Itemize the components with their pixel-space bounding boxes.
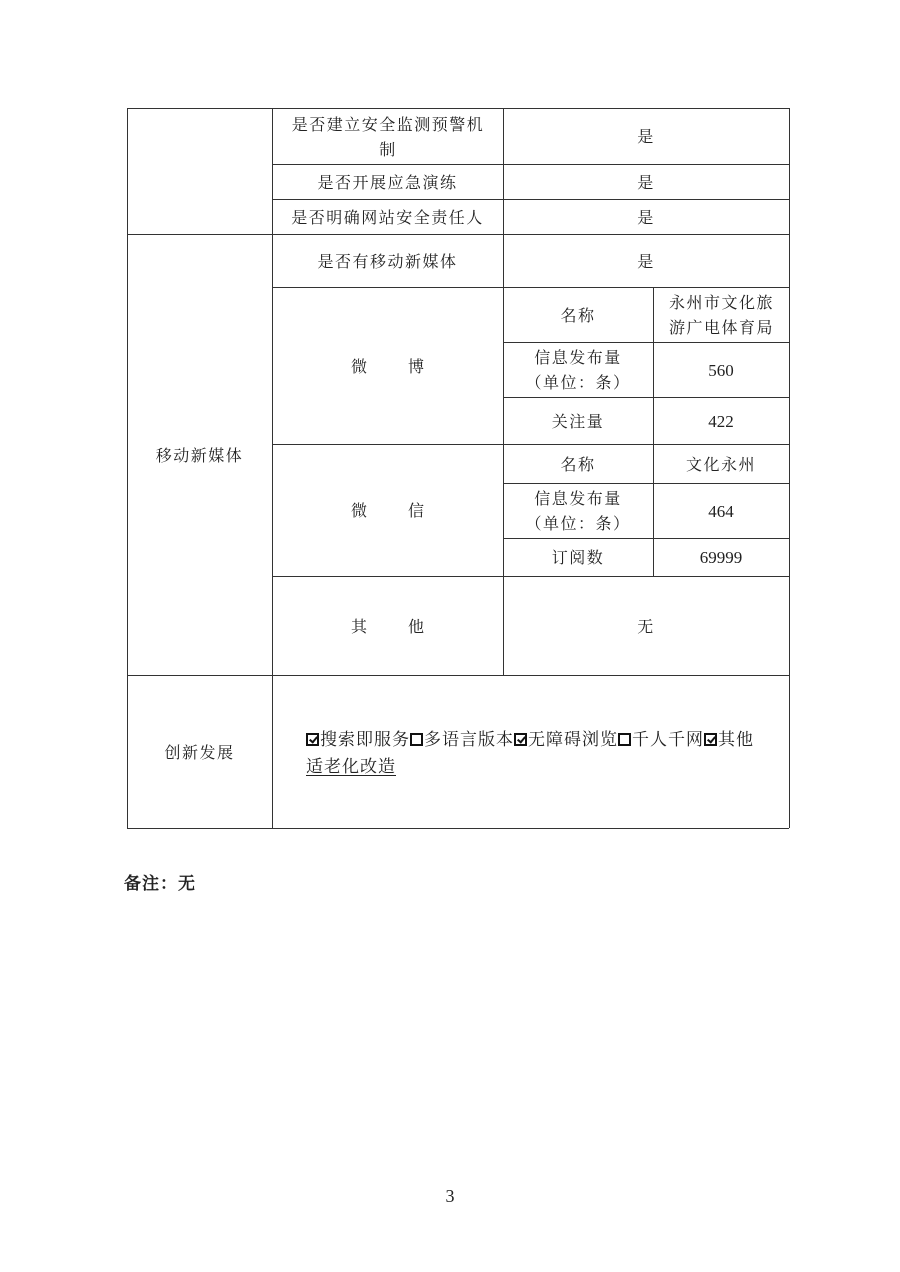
responsible-label: 是否明确网站安全责任人 (291, 207, 484, 227)
checkbox-unchecked-icon[interactable] (410, 733, 423, 746)
wechat-posts-value: 464 (708, 501, 734, 521)
innovation-options (306, 727, 786, 781)
monitoring-value: 是 (637, 127, 655, 146)
weibo-posts-value: 560 (708, 360, 734, 380)
weibo-followers-label: 关注量 (551, 411, 605, 431)
weibo-label: 微 博 (350, 356, 443, 376)
weibo-posts-label: 信息发布量（单位：条） (525, 348, 631, 392)
innovation-option-search[interactable]: 搜索即服务 (306, 730, 410, 750)
wechat-subscribers-value: 69999 (699, 548, 743, 567)
wechat-posts-label: 信息发布量（单位：条） (525, 489, 631, 533)
checkbox-checked-icon[interactable] (514, 733, 527, 746)
innovation-section-label: 创新发展 (164, 742, 235, 762)
has-media-value: 是 (637, 251, 655, 271)
wechat-subscribers-label: 订阅数 (551, 548, 605, 567)
innovation-option-multilingual[interactable]: 多语言版本 (410, 730, 514, 750)
wechat-name-value: 文化永州 (685, 454, 756, 474)
innovation-option-personalized[interactable]: 千人千网 (618, 730, 704, 750)
remark: 备注：无 (124, 874, 196, 894)
page-number: 3 (445, 1186, 455, 1206)
other-media-value: 无 (637, 616, 655, 636)
mobile-media-section-label: 移动新媒体 (155, 445, 244, 465)
drill-label: 是否开展应急演练 (317, 172, 458, 192)
weibo-followers-value: 422 (708, 411, 734, 431)
checkbox-checked-icon[interactable] (306, 733, 319, 746)
wechat-name-label: 名称 (560, 454, 596, 474)
table-border-bottom (127, 828, 789, 829)
innovation-other-text: 适老化改造 (306, 757, 396, 777)
wechat-label: 微 信 (350, 501, 443, 520)
checkbox-checked-icon[interactable] (704, 733, 717, 746)
table-border-right (789, 108, 790, 828)
weibo-name-label: 名称 (560, 305, 596, 325)
has-media-label: 是否有移动新媒体 (317, 251, 458, 271)
innovation-option-accessibility[interactable]: 无障碍浏览 (514, 730, 618, 750)
monitoring-label: 是否建立安全监测预警机制 (291, 114, 485, 159)
innovation-option-other[interactable]: 其他 (704, 730, 754, 750)
weibo-name-value: 永州市文化旅游广电体育局 (668, 293, 774, 337)
checkbox-unchecked-icon[interactable] (618, 733, 631, 746)
responsible-value: 是 (637, 207, 655, 227)
drill-value: 是 (637, 172, 655, 192)
other-media-label: 其 他 (350, 616, 443, 636)
